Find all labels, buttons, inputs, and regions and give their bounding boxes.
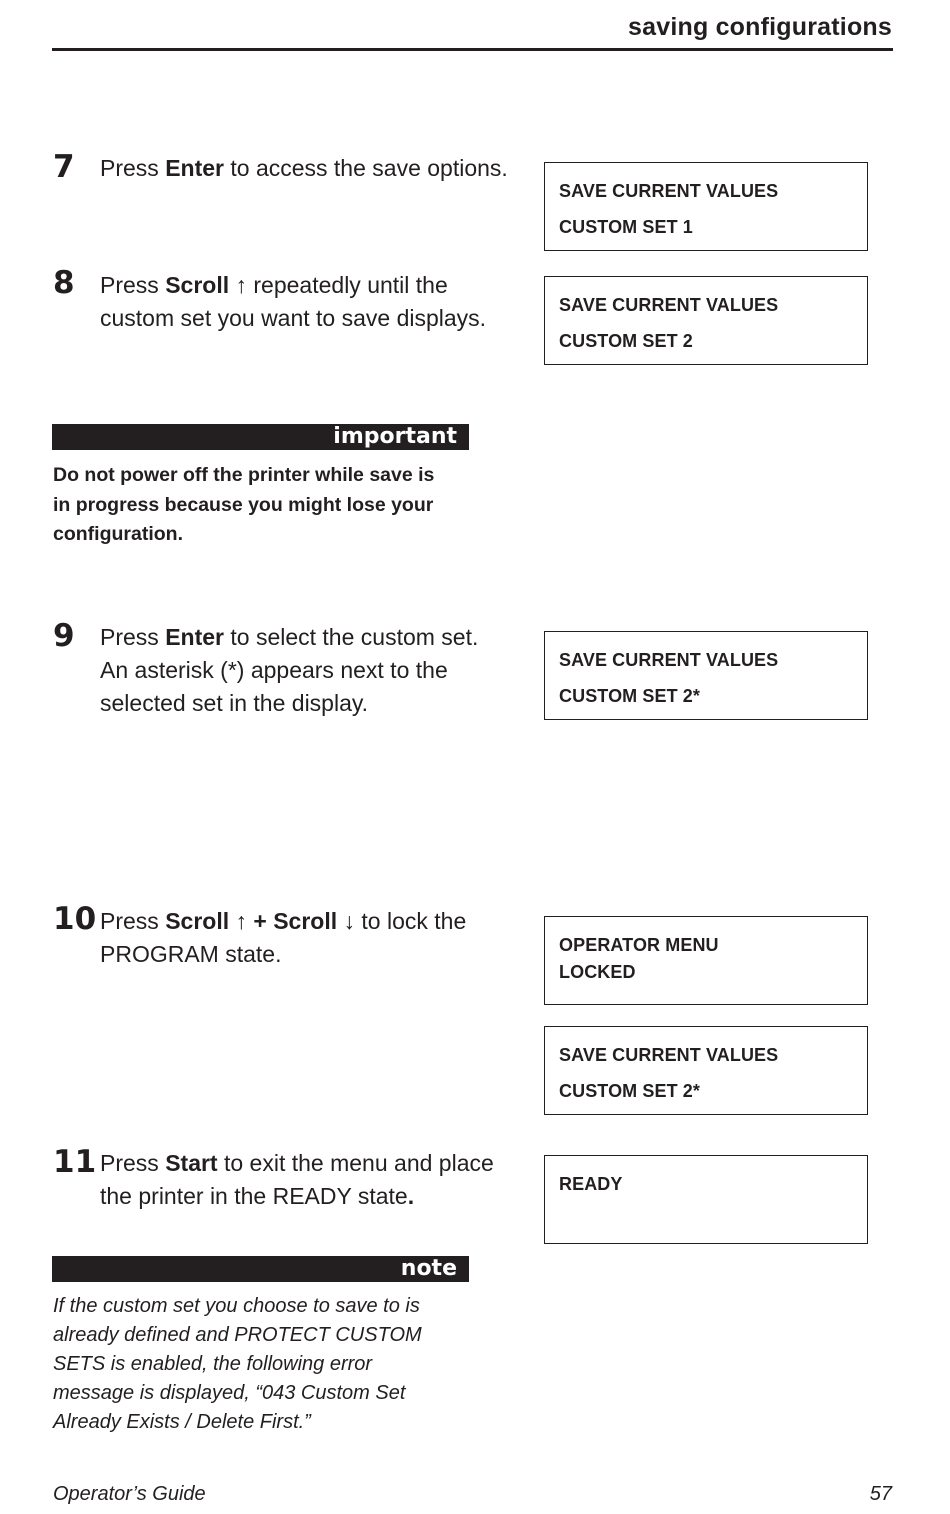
step-keyword: Start [165,1150,218,1176]
lcd-line-2: CUSTOM SET 2 [559,331,693,351]
step-keyword: Enter [165,624,224,650]
important-banner: important [52,424,469,450]
step-instruction [100,621,500,720]
step-keyword: Scroll [165,272,230,298]
step-text-run: to exit the menu and place the printer in the READY state [100,1150,494,1209]
step-text-run: Press [100,155,166,181]
step-text-run: Press [100,1150,166,1176]
step-instruction [100,1147,520,1213]
step-instruction [100,152,530,185]
lcd-line-1: SAVE CURRENT VALUES [559,650,779,670]
lcd-display [544,631,868,720]
lcd-line-1: OPERATOR MENU [559,935,719,955]
step-number: 11 [53,1144,97,1180]
footer-guide-title: Operator’s Guide [53,1483,206,1505]
lcd-line-1: SAVE CURRENT VALUES [559,295,779,315]
lcd-line-2: CUSTOM SET 2* [559,686,700,706]
step-number: 8 [53,265,75,301]
step-text-run: ↑ [229,908,254,934]
step-text-run: ↑ repeatedly until the custom set you want to save displays. [100,272,487,331]
lcd-display [544,276,868,365]
lcd-line-2: CUSTOM SET 2* [559,1081,700,1101]
lcd-line-1: SAVE CURRENT VALUES [559,1045,779,1065]
step-text-run: to access the save options. [223,155,508,181]
step-number: 7 [53,149,75,185]
lcd-line-2: CUSTOM SET 1 [559,217,693,237]
lcd-display [544,1026,868,1115]
step-text-run: Press [100,908,166,934]
header-rule [52,48,893,51]
lcd-line-1: READY [559,1174,623,1194]
lcd-line-1: SAVE CURRENT VALUES [559,181,779,201]
lcd-line-2: LOCKED [559,962,636,982]
step-number: 9 [53,618,75,654]
step-keyword: + Scroll [253,908,338,934]
step-keyword: Enter [165,155,224,181]
lcd-display [544,162,868,251]
step-text-run: Press [100,624,166,650]
page-number: 57 [869,1483,892,1505]
page-header-title: saving configurations [628,13,892,41]
note-banner: note [52,1256,469,1282]
lcd-display [544,1155,868,1244]
step-keyword: . [407,1183,415,1209]
note-text: If the custom set you choose to save to is already defined and PROTECT CUSTOM SETS is enabled, the following error message is displayed, “043 Custom Set Already Exists / Delete First.” [53,1295,422,1433]
step-text-run: to select the custom set. An asterisk (*) appears next to the selected set in the display. [100,624,479,716]
step-instruction [100,905,500,971]
lcd-display [544,916,868,1005]
step-text-run: ↓ to lock the PROGRAM state. [100,908,467,967]
step-text-run: Press [100,272,166,298]
important-text: Do not power off the printer while save is in progress because you might lose your configuration. [53,464,435,545]
step-keyword: Scroll [165,908,230,934]
step-number: 10 [53,901,97,937]
step-instruction [100,269,520,335]
